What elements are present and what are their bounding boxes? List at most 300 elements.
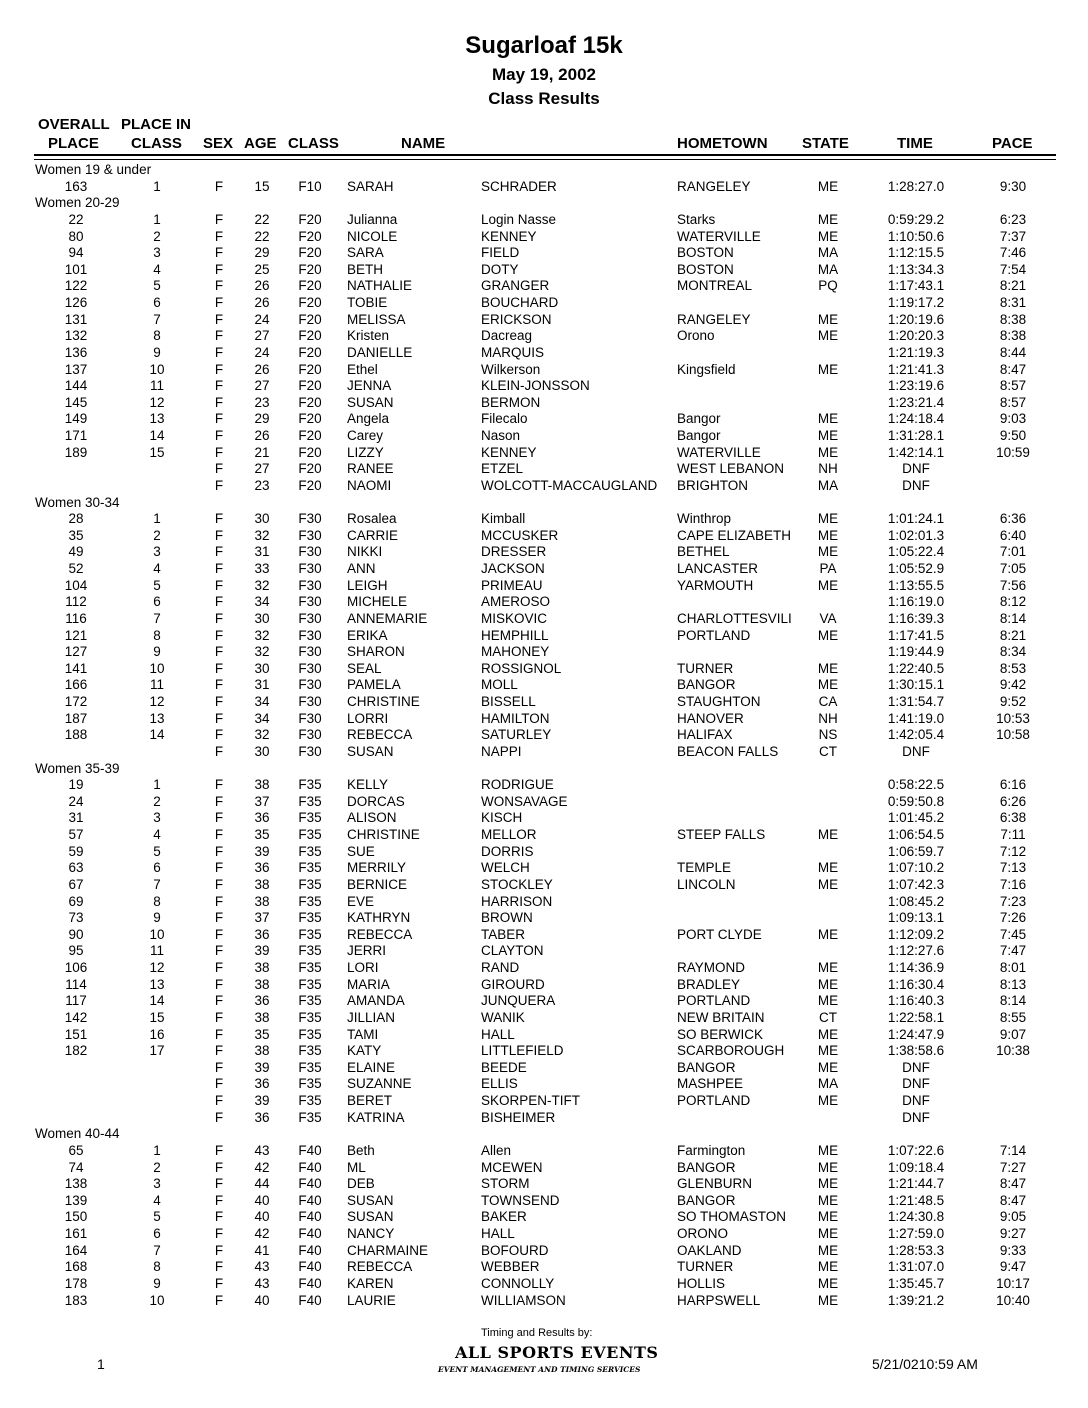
cell-time: 1:13:55.5	[887, 577, 945, 593]
cell-first-name: SUSAN	[347, 394, 394, 410]
cell-class: F20	[298, 328, 322, 344]
cell-state: ME	[817, 1275, 839, 1291]
cell-last-name: JACKSON	[481, 561, 545, 576]
cell-first-name: MICHELE	[347, 594, 408, 610]
cell-pace: 8:55	[999, 1009, 1027, 1025]
cell-last-name: WELCH	[481, 860, 530, 876]
cell-age: 36	[254, 860, 270, 876]
cell-class: F20	[298, 461, 322, 477]
cell-overall-place: 178	[64, 1275, 88, 1291]
cell-last-name: SCHRADER	[481, 178, 557, 194]
cell-time: 1:39:21.2	[887, 1292, 945, 1308]
cell-class: F35	[298, 1043, 322, 1059]
cell-time: 1:30:15.1	[887, 677, 945, 693]
cell-state: ME	[817, 677, 839, 693]
cell-last-name: STORM	[481, 1176, 530, 1192]
cell-first-name: SEAL	[347, 660, 382, 676]
cell-class-place: 9	[153, 1275, 161, 1291]
table-row	[0, 212, 1088, 229]
cell-state: MA	[817, 245, 839, 261]
cell-first-name: NIKKI	[347, 544, 383, 560]
cell-last-name: TOWNSEND	[481, 1192, 560, 1208]
cell-time: 1:09:18.4	[887, 1159, 945, 1175]
cell-first-name: DANIELLE	[347, 344, 413, 360]
cell-hometown: LANCASTER	[677, 561, 759, 576]
cell-pace: 8:21	[999, 627, 1027, 643]
cell-age: 32	[254, 644, 270, 660]
cell-class: F40	[298, 1176, 322, 1192]
cell-hometown: BEACON FALLS	[677, 743, 779, 759]
cell-hometown: PORTLAND	[677, 993, 751, 1009]
cell-pace: 8:53	[999, 660, 1027, 676]
section-header	[0, 1126, 1088, 1143]
table-row	[0, 478, 1088, 495]
cell-first-name: NAOMI	[347, 477, 392, 493]
cell-pace: 8:31	[999, 295, 1027, 310]
cell-last-name: AMEROSO	[481, 594, 551, 610]
cell-first-name: AMANDA	[347, 993, 405, 1009]
cell-sex: F	[214, 544, 224, 560]
cell-class-place: 8	[153, 893, 161, 909]
cell-sex: F	[214, 610, 224, 626]
cell-pace: 6:38	[999, 810, 1027, 826]
cell-class-place: 4	[153, 261, 161, 277]
cell-last-name: ELLIS	[481, 1076, 518, 1092]
cell-class-place: 14	[149, 993, 165, 1009]
table-row	[0, 278, 1088, 295]
cell-first-name: LEIGH	[347, 577, 388, 593]
cell-age: 29	[254, 245, 270, 261]
table-row	[0, 977, 1088, 994]
cell-overall-place: 106	[64, 960, 88, 975]
cell-age: 26	[254, 278, 270, 294]
cell-state: ME	[817, 1209, 839, 1225]
cell-first-name: CHARMAINE	[347, 1242, 429, 1258]
cell-state: ME	[817, 976, 839, 992]
table-row	[0, 262, 1088, 279]
col-header-overall: OVERALL	[38, 116, 110, 133]
cell-age: 40	[254, 1209, 270, 1225]
table-row	[0, 411, 1088, 428]
cell-last-name: WONSAVAGE	[481, 793, 568, 809]
cell-age: 36	[254, 1076, 270, 1092]
cell-overall-place: 127	[64, 644, 88, 660]
cell-overall-place: 114	[65, 976, 87, 992]
cell-state: ME	[817, 544, 839, 560]
cell-class-place: 2	[153, 793, 161, 809]
cell-class-place: 15	[149, 444, 165, 460]
cell-last-name: MCEWEN	[481, 1159, 543, 1175]
table-row	[0, 1243, 1088, 1260]
cell-time: 1:10:50.6	[887, 228, 945, 244]
cell-last-name: ETZEL	[481, 461, 524, 477]
cell-first-name: KATRINA	[347, 1109, 405, 1125]
cell-class: F35	[298, 810, 322, 826]
cell-last-name: MARQUIS	[481, 344, 545, 360]
cell-hometown: BOSTON	[677, 245, 734, 261]
cell-pace: 8:13	[999, 976, 1027, 992]
cell-age: 39	[254, 843, 270, 859]
cell-age: 43	[254, 1142, 270, 1158]
cell-first-name: NATHALIE	[347, 278, 413, 294]
cell-sex: F	[214, 1226, 224, 1241]
cell-class: F30	[298, 694, 322, 709]
cell-time: 1:31:07.0	[887, 1259, 945, 1275]
cell-age: 33	[254, 561, 270, 576]
cell-class: F35	[298, 1109, 322, 1125]
cell-age: 42	[254, 1226, 270, 1241]
cell-time: 0:59:29.2	[887, 211, 945, 227]
cell-pace: 8:01	[999, 960, 1027, 975]
cell-state: ME	[817, 511, 839, 527]
cell-class: F40	[298, 1259, 322, 1275]
cell-age: 30	[254, 660, 270, 676]
cell-pace: 8:44	[999, 344, 1027, 360]
cell-sex: F	[214, 394, 224, 410]
cell-hometown: BANGOR	[677, 1159, 736, 1175]
cell-state: ME	[817, 960, 839, 975]
cell-last-name: Kimball	[481, 511, 526, 527]
cell-hometown: STAUGHTON	[677, 694, 761, 709]
cell-hometown: NEW BRITAIN	[677, 1009, 765, 1025]
cell-pace: 7:37	[999, 228, 1027, 244]
cell-state: ME	[817, 1292, 839, 1308]
col-header-place: PLACE	[48, 135, 99, 152]
cell-sex: F	[214, 1093, 224, 1108]
cell-age: 27	[254, 461, 270, 477]
cell-pace: 8:21	[999, 278, 1027, 294]
cell-age: 44	[254, 1176, 270, 1192]
cell-time: 1:12:15.5	[887, 245, 945, 261]
cell-hometown: MASHPEE	[677, 1076, 744, 1092]
cell-hometown: PORTLAND	[677, 1093, 751, 1108]
cell-class: F30	[298, 727, 322, 743]
cell-class-place: 3	[153, 544, 161, 560]
cell-time: 1:20:20.3	[887, 328, 945, 344]
table-row	[0, 295, 1088, 312]
cell-state: ME	[817, 860, 839, 876]
cell-pace: 10:59	[996, 444, 1030, 460]
cell-first-name: ERIKA	[347, 627, 388, 643]
cell-pace: 7:16	[999, 876, 1027, 892]
cell-last-name: ROSSIGNOL	[481, 660, 562, 676]
cell-sex: F	[214, 727, 224, 743]
cell-time: 1:42:05.4	[887, 727, 945, 743]
cell-hometown: BETHEL	[677, 544, 730, 560]
cell-overall-place: 59	[68, 843, 84, 859]
cell-class-place: 7	[153, 311, 161, 327]
cell-class-place: 1	[153, 777, 161, 793]
cell-hometown: HOLLIS	[677, 1275, 726, 1291]
cell-last-name: JUNQUERA	[481, 993, 556, 1009]
cell-pace: 7:47	[999, 943, 1027, 959]
cell-time: 1:12:27.6	[887, 943, 945, 959]
cell-overall-place: 164	[64, 1242, 88, 1258]
cell-overall-place: 22	[68, 211, 84, 227]
cell-class-place: 4	[153, 827, 161, 842]
cell-overall-place: 131	[64, 311, 88, 327]
cell-time: DNF	[902, 1059, 930, 1075]
table-row	[0, 395, 1088, 412]
section-header	[0, 162, 1088, 179]
cell-age: 27	[254, 378, 270, 394]
cell-first-name: Carey	[347, 428, 384, 443]
table-row	[0, 1076, 1088, 1093]
cell-sex: F	[214, 1275, 224, 1291]
cell-time: 1:12:09.2	[887, 926, 945, 942]
cell-state: NH	[818, 461, 838, 477]
cell-class-place: 13	[149, 976, 165, 992]
cell-sex: F	[214, 1292, 224, 1308]
cell-state: ME	[817, 211, 839, 227]
cell-class: F35	[298, 843, 322, 859]
cell-age: 40	[254, 1292, 270, 1308]
cell-overall-place: 126	[64, 295, 88, 310]
cell-class: F30	[298, 743, 322, 759]
cell-first-name: LORRI	[347, 710, 389, 726]
cell-pace: 9:03	[999, 411, 1027, 427]
table-row	[0, 1193, 1088, 1210]
cell-last-name: BEEDE	[481, 1059, 527, 1075]
cell-state: ME	[817, 1093, 839, 1108]
cell-last-name: Filecalo	[481, 411, 528, 427]
cell-first-name: MERRILY	[347, 860, 407, 876]
results-table	[0, 162, 1088, 1309]
table-row	[0, 229, 1088, 246]
cell-age: 27	[254, 328, 270, 344]
cell-last-name: RAND	[481, 960, 520, 975]
cell-sex: F	[214, 960, 224, 975]
results-subtitle: Class Results	[488, 89, 600, 108]
cell-sex: F	[214, 943, 224, 959]
cell-first-name: Angela	[347, 411, 390, 427]
cell-sex: F	[214, 411, 224, 427]
cell-class-place: 8	[153, 1259, 161, 1275]
cell-class-place: 2	[153, 527, 161, 543]
cell-time: 1:22:40.5	[887, 660, 945, 676]
cell-class: F20	[298, 311, 322, 327]
cell-pace: 9:30	[999, 178, 1027, 194]
cell-class: F35	[298, 910, 322, 926]
table-row	[0, 744, 1088, 761]
cell-overall-place: 24	[68, 793, 84, 809]
cell-class: F35	[298, 827, 322, 842]
cell-last-name: KLEIN-JONSSON	[481, 378, 590, 394]
cell-pace: 10:38	[996, 1043, 1030, 1059]
table-row	[0, 445, 1088, 462]
cell-overall-place: 188	[64, 727, 88, 743]
cell-last-name: BOFOURD	[481, 1242, 549, 1258]
cell-sex: F	[214, 777, 224, 793]
cell-hometown: YARMOUTH	[677, 577, 754, 593]
cell-first-name: SARAH	[347, 178, 394, 194]
table-row	[0, 661, 1088, 678]
cell-first-name: CARRIE	[347, 527, 399, 543]
cell-age: 25	[254, 261, 270, 277]
cell-overall-place: 31	[68, 810, 84, 826]
table-row	[0, 844, 1088, 861]
cell-class-place: 7	[153, 1242, 161, 1258]
cell-overall-place: 101	[64, 261, 88, 277]
table-row	[0, 578, 1088, 595]
table-row	[0, 245, 1088, 262]
cell-age: 38	[254, 960, 270, 975]
cell-state: ME	[817, 1059, 839, 1075]
cell-overall-place: 149	[64, 411, 88, 427]
cell-class: F35	[298, 926, 322, 942]
cell-class: F30	[298, 677, 322, 693]
cell-overall-place: 145	[64, 394, 88, 410]
cell-class-place: 5	[153, 843, 161, 859]
cell-time: 1:35:45.7	[887, 1275, 945, 1291]
cell-pace: 7:01	[999, 544, 1027, 560]
cell-first-name: SHARON	[347, 644, 405, 660]
cell-overall-place: 139	[64, 1192, 88, 1208]
cell-state: ME	[817, 876, 839, 892]
cell-sex: F	[214, 1109, 224, 1125]
cell-overall-place: 171	[64, 428, 88, 443]
table-row	[0, 1259, 1088, 1276]
cell-first-name: LORI	[347, 960, 379, 975]
cell-time: 0:59:50.8	[887, 793, 945, 809]
cell-time: 1:23:21.4	[887, 394, 945, 410]
cell-first-name: KATHRYN	[347, 910, 411, 926]
cell-state: MA	[817, 1076, 839, 1092]
cell-time: DNF	[902, 1109, 930, 1125]
cell-first-name: REBECCA	[347, 926, 413, 942]
table-row	[0, 544, 1088, 561]
cell-time: 1:27:59.0	[887, 1226, 945, 1241]
cell-first-name: JENNA	[347, 378, 392, 394]
cell-state: ME	[817, 178, 839, 194]
cell-age: 42	[254, 1159, 270, 1175]
cell-age: 26	[254, 295, 270, 310]
cell-time: 1:42:14.1	[887, 444, 945, 460]
cell-class: F35	[298, 860, 322, 876]
cell-overall-place: 67	[68, 876, 84, 892]
table-row	[0, 1010, 1088, 1027]
cell-class: F20	[298, 378, 322, 394]
cell-pace: 8:14	[999, 610, 1027, 626]
cell-time: 1:24:47.9	[887, 1026, 945, 1042]
cell-overall-place: 35	[68, 527, 84, 543]
cell-last-name: BOUCHARD	[481, 295, 559, 310]
cell-hometown: LINCOLN	[677, 876, 736, 892]
cell-class: F10	[298, 178, 322, 194]
table-row	[0, 1060, 1088, 1077]
cell-age: 38	[254, 1009, 270, 1025]
cell-state: NH	[818, 710, 838, 726]
cell-last-name: DOTY	[481, 261, 519, 277]
cell-first-name: Kristen	[347, 328, 390, 344]
cell-class: F35	[298, 943, 322, 959]
cell-pace: 7:54	[999, 261, 1027, 277]
cell-sex: F	[214, 428, 224, 443]
cell-class: F35	[298, 1009, 322, 1025]
col-header-state: STATE	[802, 135, 849, 152]
cell-last-name: PRIMEAU	[481, 577, 543, 593]
cell-time: 1:24:18.4	[887, 411, 945, 427]
cell-state: ME	[817, 311, 839, 327]
cell-class-place: 17	[149, 1043, 165, 1059]
cell-time: 1:31:54.7	[887, 694, 945, 709]
cell-sex: F	[214, 810, 224, 826]
cell-class-place: 5	[153, 278, 161, 294]
cell-state: MA	[817, 261, 839, 277]
cell-state: NS	[818, 727, 838, 743]
table-row	[0, 611, 1088, 628]
table-row	[0, 511, 1088, 528]
cell-sex: F	[214, 211, 224, 227]
cell-first-name: SUSAN	[347, 1192, 394, 1208]
cell-pace: 7:45	[999, 926, 1027, 942]
cell-last-name: GRANGER	[481, 278, 550, 294]
cell-sex: F	[214, 461, 224, 477]
cell-time: 1:17:41.5	[887, 627, 945, 643]
cell-hometown: Winthrop	[677, 511, 732, 527]
cell-state: ME	[817, 1242, 839, 1258]
cell-overall-place: 116	[65, 610, 87, 626]
cell-class-place: 11	[149, 378, 165, 394]
cell-sex: F	[214, 477, 224, 493]
table-row	[0, 1093, 1088, 1110]
cell-last-name: NAPPI	[481, 743, 522, 759]
cell-time: 1:21:44.7	[887, 1176, 945, 1192]
cell-last-name: DRESSER	[481, 544, 547, 560]
cell-pace: 8:38	[999, 311, 1027, 327]
table-row	[0, 644, 1088, 661]
cell-overall-place: 136	[64, 344, 88, 360]
cell-class-place: 3	[153, 1176, 161, 1192]
cell-sex: F	[214, 311, 224, 327]
cell-class: F20	[298, 228, 322, 244]
table-row	[0, 711, 1088, 728]
table-row	[0, 877, 1088, 894]
cell-last-name: MCCUSKER	[481, 527, 559, 543]
cell-last-name: Allen	[481, 1142, 512, 1158]
cell-age: 38	[254, 777, 270, 793]
cell-last-name: Login Nasse	[481, 211, 557, 227]
cell-age: 22	[254, 228, 270, 244]
cell-age: 21	[254, 444, 270, 460]
cell-class-place: 8	[153, 627, 161, 643]
cell-state: ME	[817, 361, 839, 377]
cell-sex: F	[214, 793, 224, 809]
cell-sex: F	[214, 1159, 224, 1175]
cell-class: F35	[298, 1076, 322, 1092]
cell-state: ME	[817, 1226, 839, 1241]
cell-last-name: KENNEY	[481, 228, 537, 244]
cell-first-name: KAREN	[347, 1275, 394, 1291]
cell-state: ME	[817, 428, 839, 443]
cell-class-place: 16	[149, 1026, 165, 1042]
cell-class-place: 15	[149, 1009, 165, 1025]
cell-overall-place: 144	[64, 378, 88, 394]
cell-state: ME	[817, 1259, 839, 1275]
cell-class: F30	[298, 561, 322, 576]
cell-sex: F	[214, 245, 224, 261]
cell-overall-place: 132	[64, 328, 88, 344]
cell-state: ME	[817, 411, 839, 427]
cell-pace: 6:40	[999, 527, 1027, 543]
cell-class-place: 5	[153, 577, 161, 593]
cell-last-name: BAKER	[481, 1209, 527, 1225]
table-row	[0, 1209, 1088, 1226]
cell-time: 1:21:19.3	[887, 344, 945, 360]
cell-sex: F	[214, 1142, 224, 1158]
cell-class: F35	[298, 1059, 322, 1075]
cell-overall-place: 141	[64, 660, 88, 676]
